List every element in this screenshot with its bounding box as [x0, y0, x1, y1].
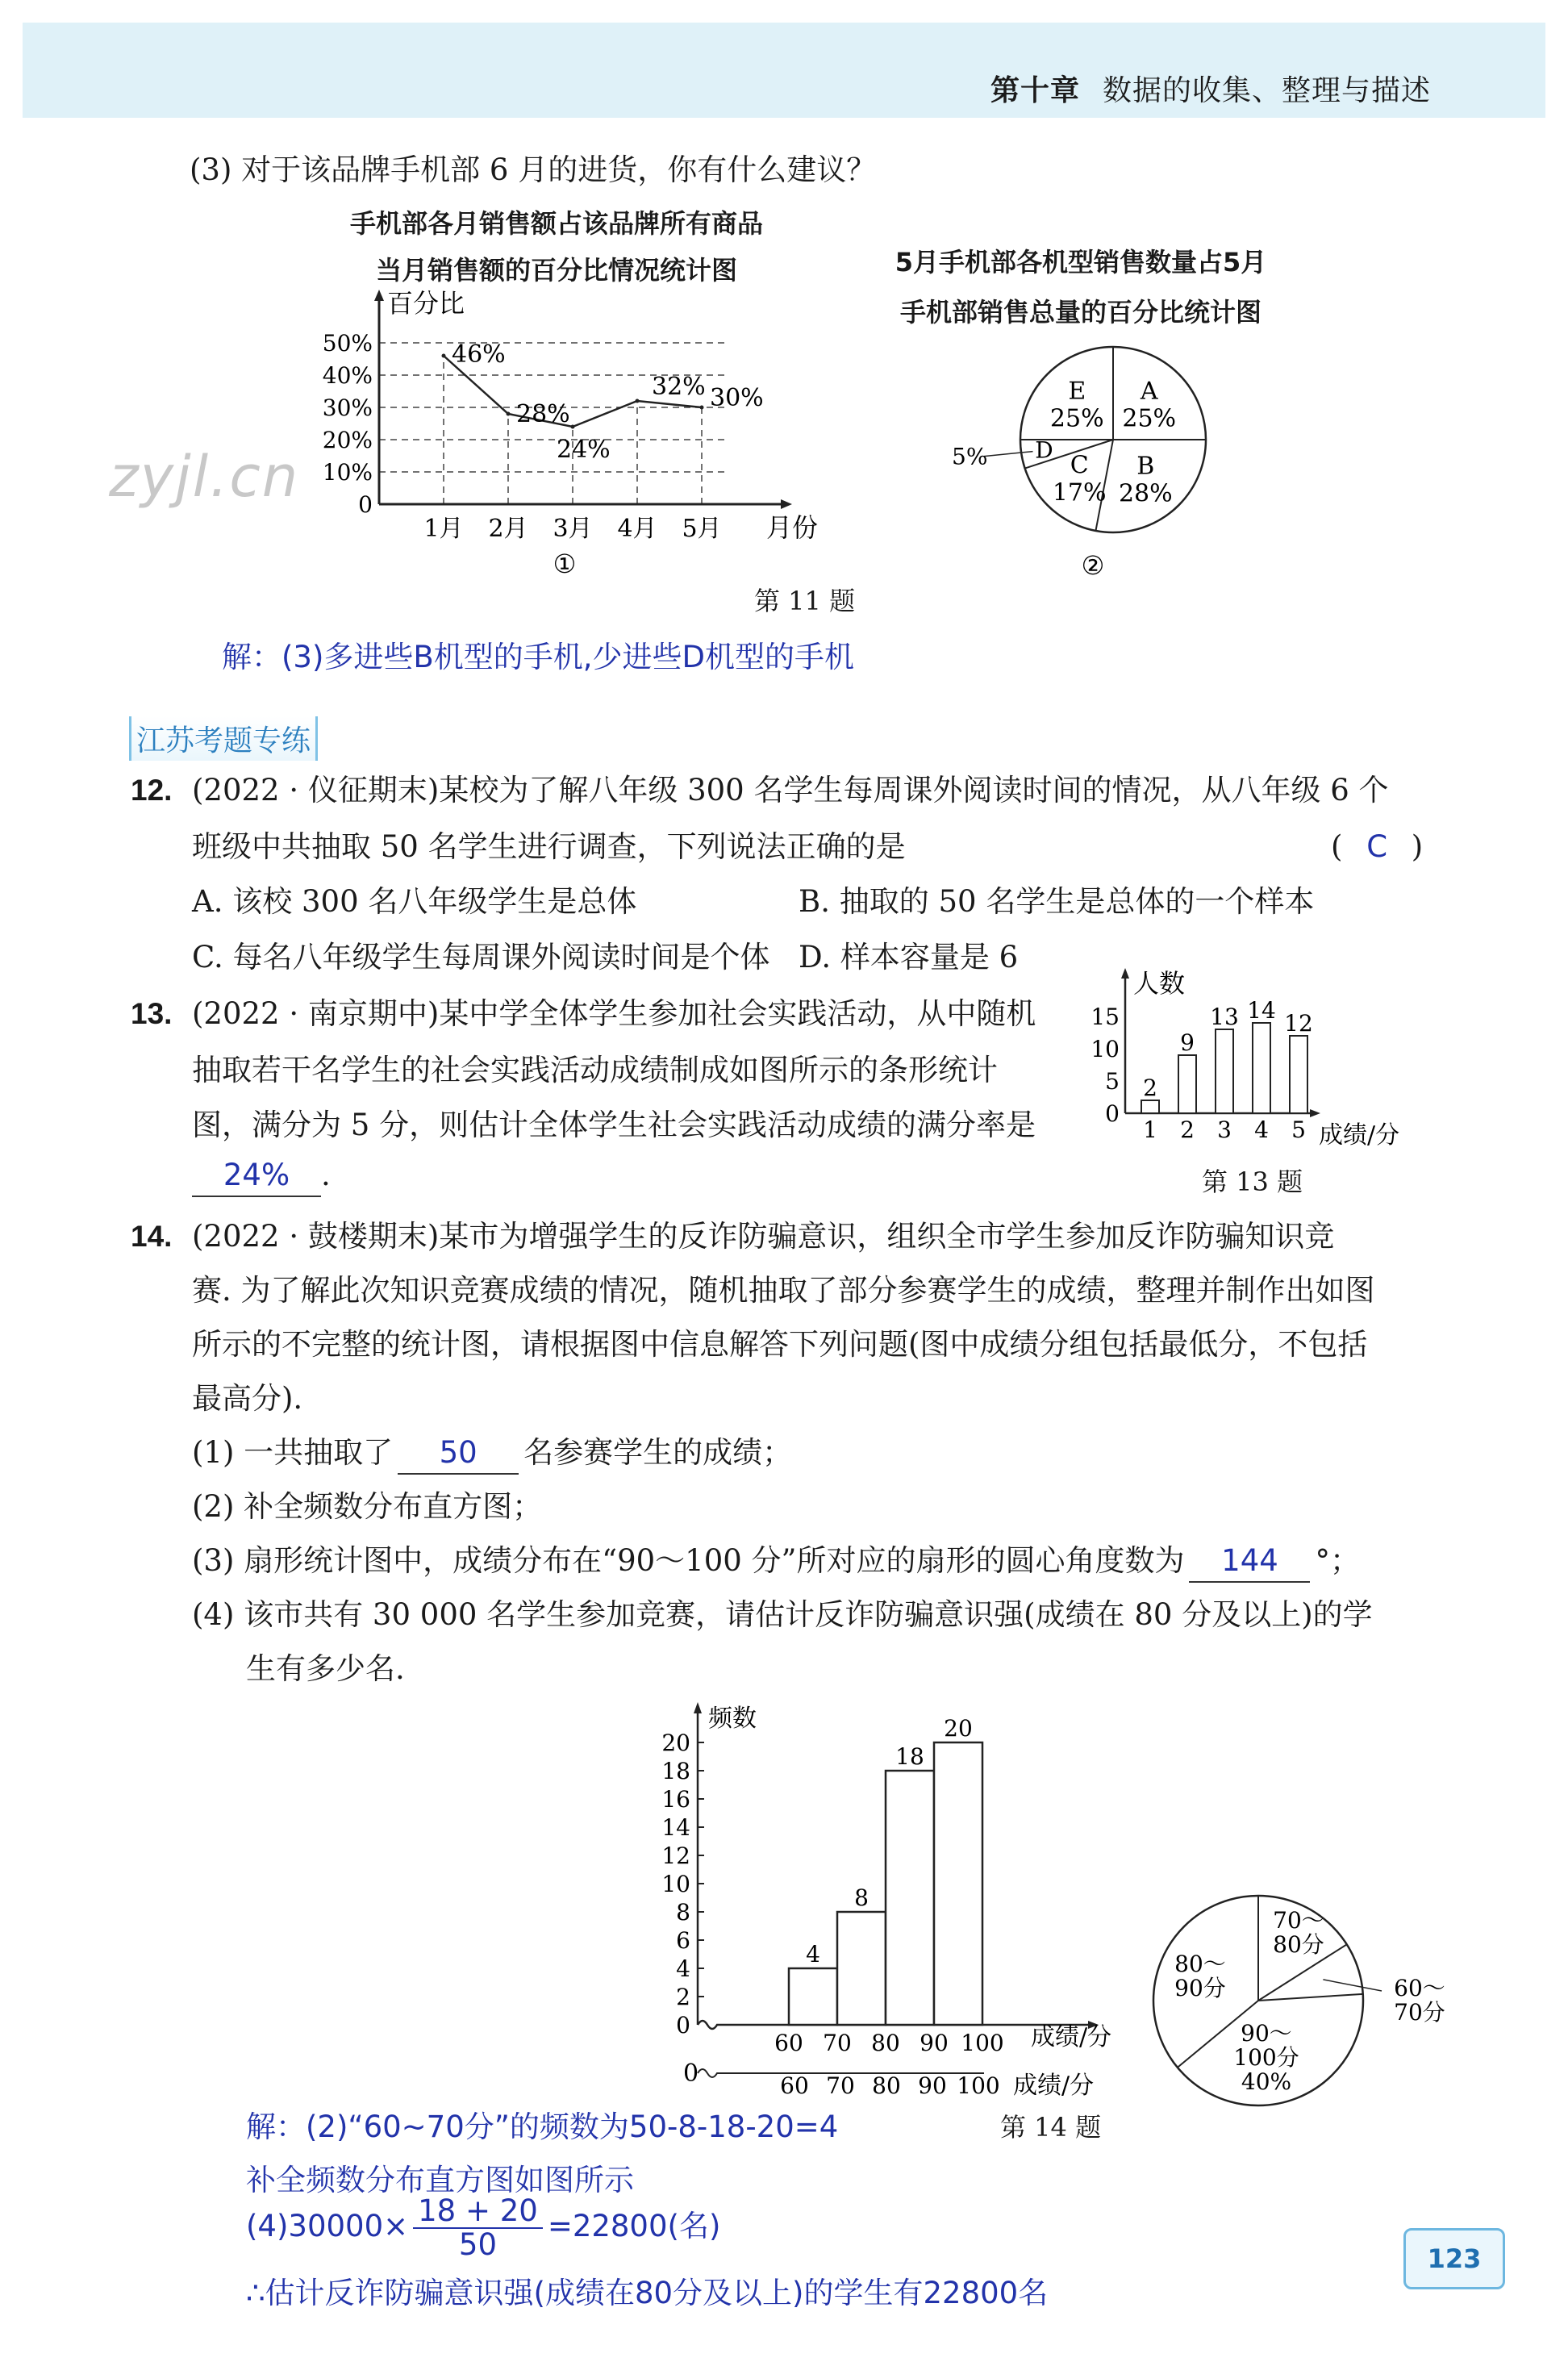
- hist-ytick: 6: [676, 1927, 690, 1954]
- pie-q14-label: 90分: [1174, 1975, 1226, 2001]
- line-chart-ytick: 10%: [322, 459, 373, 486]
- line-chart-point: [571, 425, 575, 429]
- chapter-header: [990, 68, 1431, 109]
- hist-ytick: 12: [661, 1842, 690, 1869]
- q11-caption: 第 11 题: [754, 586, 856, 616]
- q12-line1: (2022 · 仪征期末)某校为了解八年级 300 名学生每周课外阅读时间的情况，从八年级 6 个: [192, 773, 1389, 808]
- q13-bar-label: 12: [1284, 1010, 1313, 1037]
- q11-part3: (3) 对于该品牌手机部 6 月的进货，你有什么建议？: [190, 152, 877, 187]
- line-chart-value-label: 46%: [452, 340, 506, 369]
- q13-bar-label: 13: [1210, 1004, 1239, 1030]
- q13-xtick: 3: [1217, 1116, 1232, 1143]
- q14-line2: 赛. 为了解此次知识竞赛成绩的情况，随机抽取了部分参赛学生的成绩，整理并制作出如图: [192, 1273, 1375, 1308]
- hist-xtick: 70: [823, 2030, 852, 2056]
- line-chart-ylabel: 百分比: [387, 288, 465, 319]
- pie-q14-label: 100分: [1233, 2044, 1299, 2071]
- line-chart-value-label: 30%: [710, 384, 764, 412]
- histogram-q14: [645, 1694, 1145, 2114]
- hist-xtick-2: 80: [872, 2072, 901, 2099]
- line-chart-ytick: 20%: [322, 427, 373, 453]
- line-chart-point: [700, 406, 704, 410]
- q11-answer: 解：(3)多进些B机型的手机,少进些D机型的手机: [222, 640, 855, 674]
- hist-ytick: 10: [661, 1871, 690, 1897]
- q12-option-b: B. 抽取的 50 名学生是总体的一个样本: [799, 884, 1315, 919]
- line-chart-value-label: 28%: [516, 400, 570, 428]
- pie-may-label-B: B: [1136, 452, 1155, 481]
- line-chart-xticks: [423, 515, 721, 543]
- chapter-title: 数据的收集、整理与描述: [1102, 74, 1431, 107]
- q14-fraction-numerator: 18 + 20: [413, 2195, 543, 2229]
- hist-xtick: 100: [961, 2030, 1004, 2056]
- q14-line3: 所示的不完整的统计图，请根据图中信息解答下列问题(图中成绩分组包括最低分，不包括: [192, 1327, 1368, 1362]
- pie-q14-label: 60～: [1394, 1975, 1445, 2001]
- pie-chart-q14: [1125, 1880, 1512, 2130]
- q13-xtick: 5: [1291, 1116, 1306, 1143]
- q14-part4: (4) 该市共有 30 000 名学生参加竞赛，请估计反诈防骗意识强(成绩在 80 分及以上)的学: [192, 1597, 1373, 1632]
- q13-line3: 图，满分为 5 分，则估计全体学生社会实践活动成绩的满分率是: [192, 1108, 1036, 1142]
- hist-ytick: 4: [676, 1955, 690, 1982]
- hist-xtick-2: 70: [826, 2072, 855, 2099]
- hist-ytick: 14: [661, 1814, 690, 1841]
- pie-q14-label: 40%: [1241, 2068, 1292, 2095]
- q13-xtick: 2: [1180, 1116, 1195, 1143]
- q14-line4: 最高分).: [192, 1381, 303, 1416]
- line-chart-value-label: 32%: [652, 373, 706, 401]
- page-number: 123: [1403, 2228, 1505, 2289]
- pie-may-label-E: E: [1068, 377, 1086, 406]
- q13-line2: 抽取若干名学生的社会实践活动成绩制成如图所示的条形统计: [192, 1053, 998, 1087]
- q13-ytick: 15: [1091, 1004, 1120, 1030]
- hist-bars: [661, 1715, 1003, 2056]
- line-chart: [307, 286, 823, 593]
- pie-may-value-A: 25%: [1122, 404, 1177, 433]
- hist-bar: [837, 1912, 886, 2025]
- hist-xtick-2: 60: [780, 2072, 809, 2099]
- q13-xtick: 4: [1254, 1116, 1269, 1143]
- line-chart-yticks: [323, 330, 373, 518]
- q13-y-arrow: [1121, 968, 1129, 979]
- q13-line1: (2022 · 南京期中)某中学全体学生参加社会实践活动，从中随机: [192, 996, 1036, 1031]
- hist-ytick: 20: [661, 1730, 690, 1756]
- q13-bar-label: 9: [1180, 1029, 1195, 1056]
- line-chart-xlabel: 月份: [766, 512, 819, 543]
- q13-bar: [1141, 1100, 1159, 1113]
- q13-bar: [1290, 1036, 1307, 1113]
- line-chart-x-arrow: [781, 499, 792, 509]
- q14-part3-tail: °；: [1315, 1543, 1360, 1578]
- hist-bar-label: 8: [854, 1884, 869, 1911]
- q13-end: .: [321, 1158, 331, 1192]
- q12-line2: 班级中共抽取 50 名学生进行调查，下列说法正确的是: [192, 829, 906, 864]
- pie-may-label-A: A: [1140, 377, 1158, 406]
- q13-answer: 24%: [192, 1155, 321, 1197]
- line-chart-xtick: 4月: [617, 515, 657, 543]
- pie-may-label-C: C: [1070, 451, 1089, 480]
- q12-answer: C: [1366, 829, 1388, 864]
- q13-xtick: 1: [1143, 1116, 1157, 1143]
- hist-xlabel: 成绩/分: [1031, 2023, 1112, 2051]
- q13-bars: [1091, 997, 1312, 1143]
- pie-may-value-B: 28%: [1118, 479, 1173, 508]
- section-tag: 江苏考题专练: [129, 716, 318, 761]
- q14-part1-answer: 50: [398, 1433, 519, 1475]
- hist-bar-label: 18: [895, 1743, 924, 1770]
- q14-part3-text: (3) 扇形统计图中，成绩分布在“90～100 分”所对应的扇形的圆心角度数为: [192, 1543, 1185, 1578]
- hist-ytick: 18: [661, 1758, 690, 1784]
- line-chart-point: [636, 399, 640, 403]
- q13-bar-label: 14: [1247, 997, 1276, 1024]
- q13-xlabel: 成绩/分: [1319, 1121, 1400, 1150]
- hist-bar: [789, 1968, 837, 2025]
- hist-y-arrow: [694, 1702, 702, 1713]
- hist-xtick: 80: [871, 2030, 900, 2056]
- q13-ytick: 0: [1105, 1100, 1120, 1127]
- pie-may-value-D: 5%: [952, 443, 988, 470]
- q14-solution-4: ∴估计反诈防骗意识强(成绩在80分及以上)的学生有22800名: [246, 2276, 1049, 2310]
- q14-caption: 第 14 题: [1000, 2112, 1102, 2143]
- q13-bar: [1178, 1055, 1196, 1113]
- watermark: zyjl.cn: [109, 444, 300, 510]
- line-chart-ytick: 40%: [322, 362, 373, 389]
- q14-part1-text: (1) 一共抽取了: [192, 1435, 394, 1470]
- hist-xlabel-2: 成绩/分: [1013, 2072, 1095, 2100]
- line-chart-y-arrow: [374, 290, 384, 301]
- hist-zero-2: 0: [683, 2059, 699, 2088]
- pie-chart-may: [952, 339, 1291, 597]
- q12-option-a: A. 该校 300 名八年级学生是总体: [192, 884, 637, 919]
- hist-ytick: 16: [661, 1786, 690, 1813]
- q14-solution-1: 解：(2)“60~70分”的频数为50-8-18-20=4: [246, 2110, 839, 2144]
- q14-part1-tail: 名参赛学生的成绩；: [523, 1435, 793, 1470]
- pie-chart-marker: ②: [1081, 550, 1105, 581]
- pie-q14-label: 80～: [1174, 1951, 1226, 1977]
- hist-xtick-2: 100: [957, 2072, 1000, 2099]
- pie-chart-title-2: 手机部销售总量的百分比统计图: [899, 297, 1261, 328]
- q13-ytick: 10: [1091, 1036, 1120, 1062]
- line-chart-ytick: 50%: [322, 330, 373, 357]
- hist-xtick: 60: [774, 2030, 803, 2056]
- q14-part4-cont: 生有多少名.: [246, 1651, 405, 1686]
- q13-ylabel: 人数: [1133, 968, 1186, 999]
- chapter-number: 第十章: [990, 74, 1080, 107]
- pie-q14-label: 70～: [1273, 1907, 1324, 1934]
- q14-part1: [192, 1433, 792, 1475]
- q13-x-arrow: [1310, 1109, 1320, 1117]
- q12-answer-bracket: ( C ): [1331, 829, 1424, 864]
- hist-ylabel: 频数: [708, 1705, 757, 1733]
- q14-fraction: [413, 2195, 543, 2261]
- line-chart-xtick: 2月: [488, 515, 528, 543]
- hist-ytick: 2: [676, 1984, 690, 2010]
- hist-ytick: 8: [676, 1899, 690, 1926]
- bar-chart-q13: [1089, 964, 1444, 1166]
- hist-ytick: 0: [676, 2012, 690, 2039]
- hist-xticks-2: [780, 2072, 1000, 2099]
- pie-chart-title-1: 5月手机部各机型销售数量占5月: [895, 247, 1267, 278]
- line-chart-value-labels: [452, 340, 764, 464]
- line-chart-value-label: 24%: [557, 436, 611, 464]
- line-chart-ytick: 30%: [322, 394, 373, 421]
- pie-q14-label: 70分: [1394, 1999, 1445, 2026]
- q14-solution-3b: =22800(名): [547, 2209, 721, 2243]
- q13-bar: [1216, 1029, 1233, 1113]
- q14-fraction-denominator: 50: [458, 2226, 498, 2262]
- q12-option-c: C. 每名八年级学生每周课外阅读时间是个体: [192, 940, 770, 974]
- q14-solution-3a: (4)30000×: [246, 2209, 409, 2243]
- hist-xtick-2: 90: [918, 2072, 947, 2099]
- q13-answer-line: [192, 1155, 331, 1197]
- hist-bar: [886, 1771, 934, 2025]
- hist-bar: [934, 1742, 982, 2025]
- q14-part3-answer: 144: [1189, 1541, 1310, 1583]
- q13-ytick: 5: [1105, 1068, 1120, 1095]
- q14-solution-2: 补全频数分布直方图如图所示: [246, 2163, 634, 2197]
- q14-solution-3: [246, 2194, 720, 2261]
- line-chart-ytick: 0: [358, 491, 373, 518]
- pie-q14-label: 90～: [1241, 2020, 1292, 2047]
- q13-number: 13.: [131, 997, 173, 1030]
- q13-bar-label: 2: [1143, 1075, 1157, 1101]
- line-chart-point: [442, 354, 446, 358]
- q14-line1: (2022 · 鼓楼期末)某市为增强学生的反诈防骗意识，组织全市学生参加反诈防骗知识竞: [192, 1219, 1335, 1254]
- q12-number: 12.: [131, 774, 173, 807]
- line-chart-xtick: 3月: [553, 515, 593, 543]
- hist-bar-label: 4: [806, 1941, 820, 1968]
- q14-part2: (2) 补全频数分布直方图；: [192, 1489, 543, 1524]
- line-chart-title-2: 当月销售额的百分比情况统计图: [375, 255, 737, 286]
- q12-option-d: D. 样本容量是 6: [799, 940, 1019, 974]
- q14-number: 14.: [131, 1220, 173, 1253]
- line-chart-title-1: 手机部各月销售额占该品牌所有商品: [349, 208, 763, 239]
- q13-caption: 第 13 题: [1202, 1166, 1303, 1197]
- hist-xtick: 90: [920, 2030, 949, 2056]
- line-chart-point: [507, 412, 511, 416]
- line-chart-marker: ①: [553, 549, 577, 579]
- q13-bar: [1253, 1023, 1270, 1113]
- q14-part3: [192, 1541, 1360, 1583]
- pie-may-value-C: 17%: [1052, 478, 1107, 507]
- line-chart-xtick: 1月: [423, 515, 464, 543]
- pie-may-label-D: D: [1035, 436, 1053, 464]
- line-chart-xtick: 5月: [682, 515, 722, 543]
- pie-q14-label: 80分: [1273, 1931, 1324, 1958]
- hist-bar-label: 20: [944, 1715, 973, 1742]
- pie-may-value-E: 25%: [1049, 404, 1104, 433]
